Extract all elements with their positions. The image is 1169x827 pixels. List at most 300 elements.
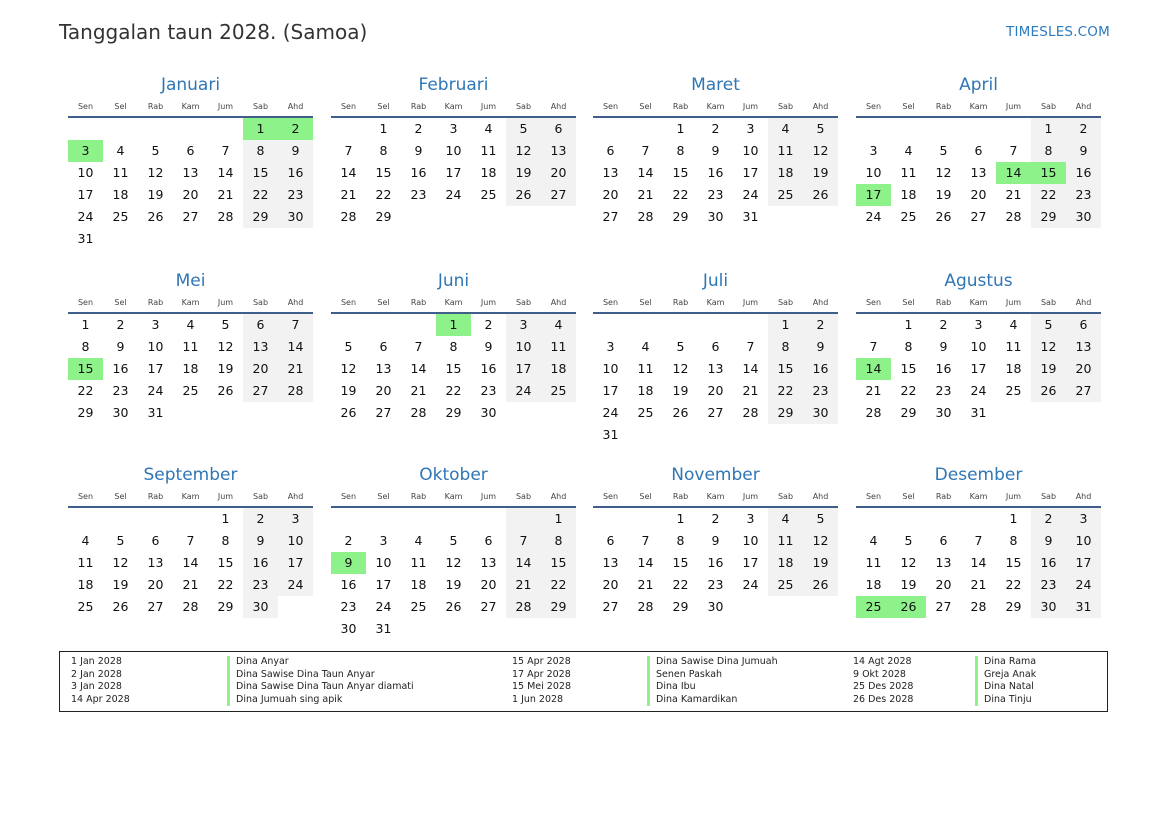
weekday-label: Jum (480, 101, 497, 111)
day-cell: 17 (742, 165, 759, 180)
month-november (593, 464, 838, 618)
day-cell: 18 (900, 187, 917, 202)
month-name: September (143, 465, 238, 485)
day-cell: 8 (768, 336, 803, 358)
day-cell: 1 (768, 314, 803, 336)
day-cell: 16 (707, 555, 724, 570)
day-cell: 28 (217, 209, 234, 224)
legend-holiday-name: Dina Anyar (227, 656, 289, 669)
day-cell: 15 (1031, 162, 1066, 184)
day-cell: 19 (803, 162, 838, 184)
day-cell: 28 (410, 405, 427, 420)
month-name: Agustus (944, 271, 1013, 291)
empty-cell (961, 508, 996, 530)
day-cell: 8 (676, 533, 685, 548)
day-cell: 24 (865, 209, 882, 224)
empty-cell (68, 118, 103, 140)
day-cell: 17 (742, 555, 759, 570)
day-cell: 11 (410, 555, 427, 570)
day-cell: 1 (676, 121, 685, 136)
day-cell: 7 (746, 339, 755, 354)
weekday-label: Sab (1040, 491, 1057, 501)
day-cell: 15 (768, 358, 803, 380)
day-cell: 22 (1031, 184, 1066, 206)
day-cell: 8 (1031, 140, 1066, 162)
day-cell: 11 (77, 555, 94, 570)
days-grid (593, 314, 838, 446)
day-cell: 15 (672, 555, 689, 570)
day-cell: 19 (112, 577, 129, 592)
day-cell: 10 (970, 339, 987, 354)
day-cell: 5 (904, 533, 913, 548)
empty-cell (173, 508, 208, 530)
weekday-label: Sab (252, 297, 269, 307)
day-cell: 24 (742, 187, 759, 202)
weekday-label: Ahd (550, 101, 567, 111)
site-link[interactable]: TIMESLES.COM (1006, 24, 1110, 40)
day-cell: 13 (1066, 336, 1101, 358)
day-cell: 2 (414, 121, 423, 136)
day-cell: 16 (935, 361, 952, 376)
day-cell: 6 (974, 143, 983, 158)
day-cell: 12 (340, 361, 357, 376)
day-cell: 22 (900, 383, 917, 398)
day-cell: 2 (278, 118, 313, 140)
empty-cell (103, 508, 138, 530)
weekday-label: Kam (444, 297, 463, 307)
day-cell: 1 (1031, 118, 1066, 140)
day-cell: 4 (81, 533, 90, 548)
day-cell: 5 (151, 143, 160, 158)
day-cell: 2 (939, 317, 948, 332)
day-cell: 1 (379, 121, 388, 136)
day-cell: 24 (77, 209, 94, 224)
empty-cell (698, 314, 733, 336)
days-grid (856, 314, 1101, 424)
day-cell: 22 (1005, 577, 1022, 592)
empty-cell (961, 118, 996, 140)
weekday-header (331, 486, 576, 506)
legend-holiday-name: Greja Anak (975, 669, 1036, 682)
day-cell: 12 (217, 339, 234, 354)
weekday-label: Ahd (1075, 297, 1092, 307)
day-cell: 13 (541, 140, 576, 162)
day-cell: 24 (506, 380, 541, 402)
day-cell: 22 (77, 383, 94, 398)
legend-date: 17 Apr 2028 (512, 668, 571, 680)
day-cell: 3 (449, 121, 458, 136)
day-cell: 15 (68, 358, 103, 380)
day-cell: 17 (445, 165, 462, 180)
day-cell: 10 (742, 533, 759, 548)
day-cell: 19 (1031, 358, 1066, 380)
month-desember (856, 464, 1101, 618)
day-cell: 31 (1066, 596, 1101, 618)
month-name: Desember (934, 465, 1023, 485)
day-cell: 26 (340, 405, 357, 420)
empty-cell (401, 508, 436, 530)
month-april (856, 74, 1101, 228)
empty-cell (856, 508, 891, 530)
day-cell: 7 (344, 143, 353, 158)
day-cell: 18 (112, 187, 129, 202)
day-cell: 6 (606, 143, 615, 158)
day-cell: 13 (602, 165, 619, 180)
day-cell: 13 (182, 165, 199, 180)
day-cell: 14 (637, 555, 654, 570)
day-cell: 18 (541, 358, 576, 380)
day-cell: 19 (803, 552, 838, 574)
day-cell: 27 (243, 380, 278, 402)
day-cell: 22 (445, 383, 462, 398)
weekday-label: Jum (742, 101, 759, 111)
day-cell: 4 (186, 317, 195, 332)
day-cell: 24 (375, 599, 392, 614)
weekday-label: Kam (706, 297, 725, 307)
weekday-label: Sen (602, 297, 619, 307)
day-cell: 29 (900, 405, 917, 420)
weekday-label: Sel (902, 491, 915, 501)
empty-cell (138, 508, 173, 530)
day-cell: 31 (375, 621, 392, 636)
legend-holiday-name: Dina Jumuah sing apik (227, 694, 342, 707)
day-cell: 12 (147, 165, 164, 180)
day-cell: 16 (803, 358, 838, 380)
day-cell: 25 (77, 599, 94, 614)
day-cell: 2 (711, 511, 720, 526)
weekday-label: Sel (639, 101, 652, 111)
legend-date: 14 Agt 2028 (853, 656, 912, 667)
month-name: Juli (702, 271, 729, 291)
day-cell: 10 (278, 530, 313, 552)
day-cell: 24 (602, 405, 619, 420)
day-cell: 13 (935, 555, 952, 570)
weekday-label: Ahd (287, 101, 304, 111)
day-cell: 30 (243, 596, 278, 618)
day-cell: 15 (445, 361, 462, 376)
weekday-header (331, 96, 576, 116)
day-cell: 15 (672, 165, 689, 180)
empty-cell (366, 508, 401, 530)
weekday-label: Rab (935, 297, 952, 307)
empty-cell (628, 118, 663, 140)
day-cell: 22 (672, 187, 689, 202)
day-cell: 20 (970, 187, 987, 202)
day-cell: 6 (186, 143, 195, 158)
month-name: Februari (418, 75, 489, 95)
day-cell: 8 (379, 143, 388, 158)
empty-cell (366, 314, 401, 336)
day-cell: 7 (186, 533, 195, 548)
day-cell: 29 (77, 405, 94, 420)
day-cell: 20 (602, 187, 619, 202)
day-cell: 25 (637, 405, 654, 420)
day-cell: 6 (1066, 314, 1101, 336)
day-cell: 25 (112, 209, 129, 224)
weekday-label: Jum (480, 491, 497, 501)
page-title: Tanggalan taun 2028. (Samoa) (59, 20, 368, 44)
day-cell: 21 (278, 358, 313, 380)
empty-cell (663, 314, 698, 336)
day-cell: 9 (414, 143, 423, 158)
weekday-label: Ahd (287, 297, 304, 307)
day-cell: 10 (77, 165, 94, 180)
day-cell: 30 (1066, 206, 1101, 228)
empty-cell (856, 118, 891, 140)
empty-cell (173, 118, 208, 140)
day-cell: 14 (182, 555, 199, 570)
weekday-label: Jum (217, 491, 234, 501)
day-cell: 7 (221, 143, 230, 158)
month-juli (593, 270, 838, 446)
legend-date: 26 Des 2028 (853, 693, 914, 705)
weekday-label: Sen (340, 101, 357, 111)
legend-date: 3 Jan 2028 (71, 681, 122, 693)
day-cell: 30 (1031, 596, 1066, 618)
day-cell: 9 (484, 339, 493, 354)
day-cell: 19 (147, 187, 164, 202)
day-cell: 30 (707, 209, 724, 224)
weekday-header (593, 292, 838, 312)
weekday-label: Sen (340, 297, 357, 307)
day-cell: 14 (996, 162, 1031, 184)
holiday-legend (59, 651, 1108, 712)
day-cell: 12 (803, 140, 838, 162)
day-cell: 11 (900, 165, 917, 180)
weekday-label: Rab (410, 297, 427, 307)
days-grid (68, 118, 313, 250)
day-cell: 2 (803, 314, 838, 336)
day-cell: 15 (541, 552, 576, 574)
day-cell: 9 (1066, 140, 1101, 162)
day-cell: 28 (742, 405, 759, 420)
day-cell: 19 (900, 577, 917, 592)
weekday-label: Sen (865, 491, 882, 501)
day-cell: 26 (112, 599, 129, 614)
weekday-label: Ahd (812, 491, 829, 501)
day-cell: 11 (865, 555, 882, 570)
day-cell: 26 (891, 596, 926, 618)
day-cell: 4 (869, 533, 878, 548)
day-cell: 27 (1066, 380, 1101, 402)
empty-cell (138, 118, 173, 140)
day-cell: 29 (375, 209, 392, 224)
day-cell: 11 (541, 336, 576, 358)
day-cell: 18 (77, 577, 94, 592)
day-cell: 3 (1066, 508, 1101, 530)
day-cell: 1 (243, 118, 278, 140)
day-cell: 15 (217, 555, 234, 570)
day-cell: 16 (1031, 552, 1066, 574)
day-cell: 6 (606, 533, 615, 548)
day-cell: 10 (742, 143, 759, 158)
weekday-label: Kam (706, 101, 725, 111)
weekday-label: Sel (639, 491, 652, 501)
day-cell: 5 (344, 339, 353, 354)
day-cell: 23 (410, 187, 427, 202)
day-cell: 26 (217, 383, 234, 398)
weekday-label: Kam (969, 491, 988, 501)
day-cell: 23 (243, 574, 278, 596)
weekday-label: Sen (602, 491, 619, 501)
day-cell: 22 (672, 577, 689, 592)
day-cell: 11 (768, 140, 803, 162)
day-cell: 29 (1031, 206, 1066, 228)
day-cell: 23 (1031, 574, 1066, 596)
weekday-label: Rab (147, 491, 164, 501)
weekday-label: Ahd (1075, 491, 1092, 501)
day-cell: 8 (1009, 533, 1018, 548)
month-maret (593, 74, 838, 228)
legend-date: 25 Des 2028 (853, 681, 914, 693)
weekday-label: Rab (672, 101, 689, 111)
weekday-label: Sen (77, 491, 94, 501)
month-name: Oktober (419, 465, 488, 485)
day-cell: 5 (939, 143, 948, 158)
weekday-label: Sab (515, 297, 532, 307)
legend-holiday-name: Dina Kamardikan (647, 694, 737, 707)
weekday-label: Ahd (812, 101, 829, 111)
empty-cell (68, 508, 103, 530)
month-agustus (856, 270, 1101, 424)
weekday-label: Sel (377, 101, 390, 111)
day-cell: 31 (742, 209, 759, 224)
day-cell: 3 (869, 143, 878, 158)
day-cell: 12 (1031, 336, 1066, 358)
weekday-label: Sab (515, 101, 532, 111)
day-cell: 31 (602, 427, 619, 442)
day-cell: 24 (445, 187, 462, 202)
day-cell: 2 (1031, 508, 1066, 530)
day-cell: 8 (541, 530, 576, 552)
empty-cell (471, 508, 506, 530)
day-cell: 8 (449, 339, 458, 354)
day-cell: 19 (217, 361, 234, 376)
day-cell: 16 (410, 165, 427, 180)
day-cell: 17 (506, 358, 541, 380)
day-cell: 24 (278, 574, 313, 596)
days-grid (331, 314, 576, 424)
day-cell: 7 (869, 339, 878, 354)
weekday-label: Sel (377, 297, 390, 307)
empty-cell (593, 118, 628, 140)
day-cell: 27 (602, 209, 619, 224)
weekday-label: Rab (147, 297, 164, 307)
weekday-label: Sab (777, 491, 794, 501)
day-cell: 29 (672, 209, 689, 224)
weekday-label: Kam (444, 491, 463, 501)
weekday-label: Sab (777, 297, 794, 307)
day-cell: 26 (1031, 380, 1066, 402)
day-cell: 24 (1066, 574, 1101, 596)
day-cell: 11 (768, 530, 803, 552)
day-cell: 26 (803, 184, 838, 206)
days-grid (331, 118, 576, 228)
legend-date: 2 Jan 2028 (71, 668, 122, 680)
weekday-label: Jum (1005, 101, 1022, 111)
days-grid (68, 508, 313, 618)
day-cell: 14 (742, 361, 759, 376)
day-cell: 20 (375, 383, 392, 398)
day-cell: 28 (970, 599, 987, 614)
weekday-label: Sab (1040, 297, 1057, 307)
empty-cell (926, 118, 961, 140)
weekday-label: Jum (217, 297, 234, 307)
weekday-label: Sel (114, 491, 127, 501)
day-cell: 27 (182, 209, 199, 224)
weekday-label: Jum (217, 101, 234, 111)
day-cell: 23 (112, 383, 129, 398)
day-cell: 24 (970, 383, 987, 398)
weekday-header (68, 292, 313, 312)
day-cell: 1 (81, 317, 90, 332)
day-cell: 24 (147, 383, 164, 398)
empty-cell (996, 118, 1031, 140)
day-cell: 28 (506, 596, 541, 618)
weekday-label: Ahd (1075, 101, 1092, 111)
weekday-header (856, 486, 1101, 506)
day-cell: 23 (803, 380, 838, 402)
day-cell: 30 (480, 405, 497, 420)
month-januari (68, 74, 313, 250)
day-cell: 5 (803, 118, 838, 140)
day-cell: 19 (445, 577, 462, 592)
weekday-header (331, 292, 576, 312)
weekday-label: Rab (410, 101, 427, 111)
day-cell: 26 (506, 184, 541, 206)
day-cell: 17 (856, 184, 891, 206)
weekday-label: Sen (77, 101, 94, 111)
day-cell: 6 (939, 533, 948, 548)
day-cell: 30 (112, 405, 129, 420)
day-cell: 14 (217, 165, 234, 180)
day-cell: 25 (1005, 383, 1022, 398)
day-cell: 18 (1005, 361, 1022, 376)
day-cell: 17 (602, 383, 619, 398)
weekday-label: Sab (515, 491, 532, 501)
day-cell: 4 (116, 143, 125, 158)
empty-cell (103, 118, 138, 140)
weekday-label: Jum (742, 491, 759, 501)
day-cell: 18 (182, 361, 199, 376)
weekday-label: Rab (147, 101, 164, 111)
day-cell: 3 (606, 339, 615, 354)
month-name: April (959, 75, 998, 95)
day-cell: 19 (935, 187, 952, 202)
day-cell: 31 (147, 405, 164, 420)
weekday-label: Sab (1040, 101, 1057, 111)
days-grid (856, 118, 1101, 228)
legend-holiday-name: Dina Natal (975, 681, 1034, 694)
day-cell: 25 (900, 209, 917, 224)
day-cell: 4 (414, 533, 423, 548)
day-cell: 16 (1066, 162, 1101, 184)
weekday-label: Ahd (812, 297, 829, 307)
day-cell: 2 (243, 508, 278, 530)
day-cell: 10 (506, 336, 541, 358)
day-cell: 23 (480, 383, 497, 398)
month-name: Juni (437, 271, 470, 291)
weekday-label: Kam (181, 101, 200, 111)
days-grid (331, 508, 576, 640)
day-cell: 25 (541, 380, 576, 402)
day-cell: 13 (243, 336, 278, 358)
weekday-label: Sel (902, 101, 915, 111)
legend-holiday-name: Dina Rama (975, 656, 1036, 669)
day-cell: 8 (221, 533, 230, 548)
day-cell: 25 (480, 187, 497, 202)
day-cell: 5 (116, 533, 125, 548)
